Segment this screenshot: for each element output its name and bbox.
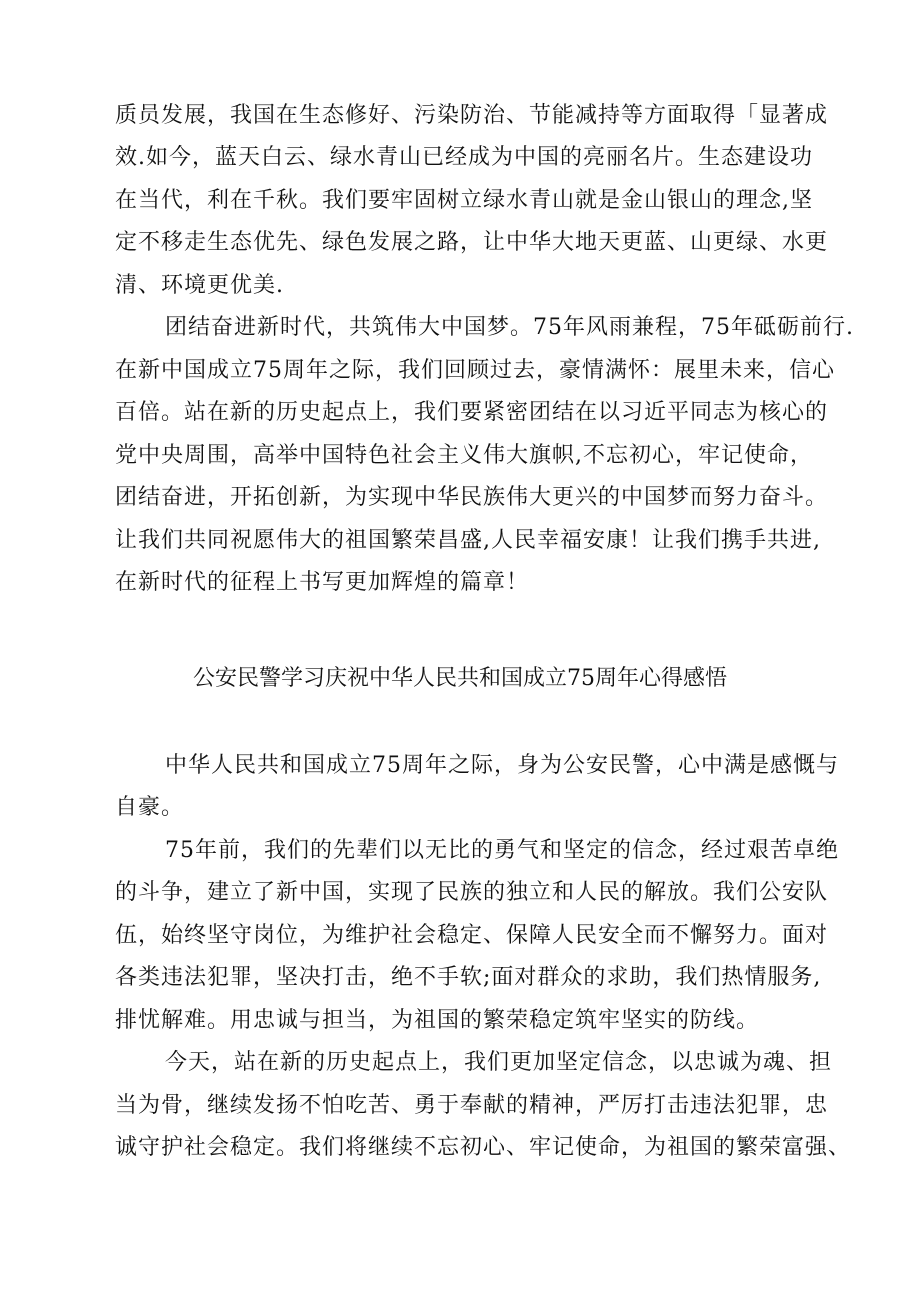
text-line: 让我们共同祝愿伟大的祖国繁荣昌盛,人民幸福安康！让我们携手共进, (115, 528, 821, 553)
text-line: 团结奋进，开拓创新，为实现中华民族伟大更兴的中国梦而努力奋斗。 (115, 485, 829, 510)
text-line: 在新时代的征程上书写更加辉煌的篇章！ (115, 570, 530, 595)
text-line: 清、环境更优美. (115, 273, 284, 298)
text-line: 团结奋进新时代，共筑伟大中国梦。75年风雨兼程，75年砥砺前行. (165, 315, 854, 340)
text-line: 定不移走生态优先、绿色发展之路，让中华大地天更蓝、山更绿、水更 (115, 230, 829, 255)
text-line: 各类违法犯罪，坚决打击，绝不手软;面对群众的求助，我们热情服务, (115, 965, 822, 990)
text-line: 效.如今，蓝天白云、绿水青山已经成为中国的亮丽名片。生态建设功 (115, 145, 813, 170)
text-line: 中华人民共和国成立75周年之际，身为公安民警，心中满是感慨与 (165, 753, 839, 778)
text-line: 自豪。 (115, 795, 185, 820)
text-line: 百倍。站在新的历史起点上，我们要紧密团结在以习近平同志为核心的 (115, 400, 829, 425)
text-line: 党中央周围，高举中国特色社会主义伟大旗帜,不忘初心，牢记使命， (115, 443, 813, 468)
text-line: 75年前，我们的先辈们以无比的勇气和坚定的信念，经过艰苦卓绝 (165, 838, 839, 863)
text-line: 伍，始终坚守岗位，为维护社会稳定、保障人民安全而不懈努力。面对 (115, 923, 829, 948)
text-line: 在新中国成立75周年之际，我们回顾过去，豪情满怀：展里未来，信心 (115, 358, 835, 383)
text-line: 在当代，利在千秋。我们要牢固树立绿水青山就是金山银山的理念,坚 (115, 188, 813, 213)
section-title: 公安民警学习庆祝中华人民共和国成立75周年心得感悟 (193, 666, 727, 691)
text-line: 当为骨，继续发扬不怕吃苦、勇于奉献的精神，严厉打击违法犯罪，忠 (115, 1093, 829, 1118)
text-line: 诚守护社会稳定。我们将继续不忘初心、牢记使命，为祖国的繁荣富强、 (115, 1135, 852, 1160)
text-line: 质员发展，我国在生态修好、污染防治、节能减持等方面取得「显著成 (115, 103, 829, 128)
text-line: 排忧解难。用忠诚与担当，为祖国的繁荣稳定筑牢坚实的防线。 (115, 1008, 760, 1033)
text-line: 的斗争，建立了新中国，实现了民族的独立和人民的解放。我们公安队 (115, 880, 829, 905)
text-line: 今天，站在新的历史起点上，我们更加坚定信念，以忠诚为魂、担 (165, 1050, 833, 1075)
